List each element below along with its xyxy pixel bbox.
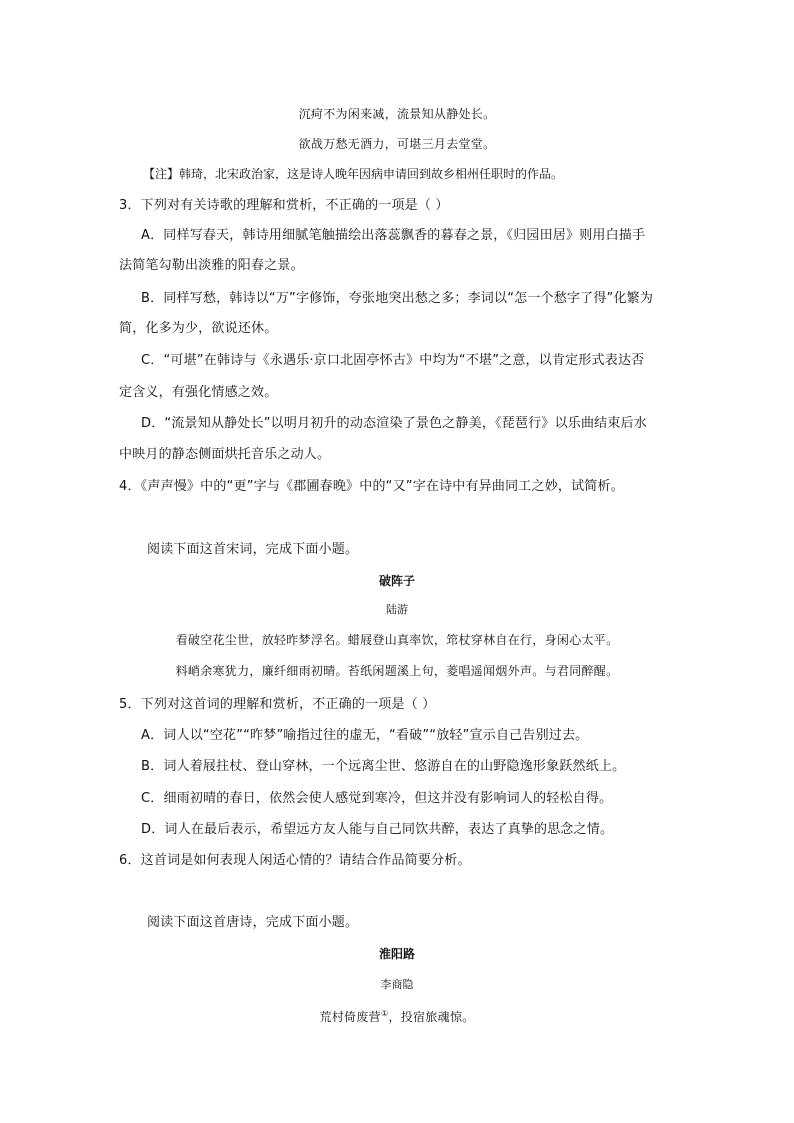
q3-option-c-line1: C．“可堪”在韩诗与《永遇乐·京口北固亭怀古》中均为“不堪”之意，以肯定形式表达否 xyxy=(141,353,645,368)
q3-option-a-line2: 法简笔勾勒出淡雅的阳春之景。 xyxy=(119,258,304,273)
q3-option-a-line1: A．同样写春天，韩诗用细腻笔触描绘出落蕊飘香的暮春之景，《归园田居》则用白描手 xyxy=(141,228,646,243)
q3-option-b-line1: B．同样写愁，韩诗以“万”字修饰，夸张地突出愁之多；李词以“怎一个愁字了得”化繁为 xyxy=(141,291,654,306)
section3-poem-author: 李商隐 xyxy=(380,978,414,991)
poem1-line2: 欲战万愁无酒力，可堪三月去堂堂。 xyxy=(298,137,496,151)
q3-option-d-line2: 中映月的静态侧面烘托音乐之动人。 xyxy=(119,447,331,462)
section2-poem-line1: 看破空花尘世，放轻昨梦浮名。蜡屐登山真率饮，筇杖穿林自在行，身闲心太平。 xyxy=(175,633,619,647)
q3-option-c-line2: 定含义，有强化情感之效。 xyxy=(119,385,278,400)
q5-option-a: A．词人以“空花”“昨梦”喻指过往的虚无，“看破”“放轻”宣示自己告别过去。 xyxy=(141,728,589,743)
section3-intro: 阅读下面这首唐诗，完成下面小题。 xyxy=(147,915,359,930)
poem1-line1: 沉疴不为闲来减，流景知从静处长。 xyxy=(298,107,496,121)
section2-poem-title: 破阵子 xyxy=(378,574,415,588)
q5-option-d: D．词人在最后表示，希望远方友人能与自己同饮共醉，表达了真挚的思念之情。 xyxy=(141,822,614,837)
question-3-stem: 3．下列对有关诗歌的理解和赏析，不正确的一项是（ ） xyxy=(119,198,449,213)
section2-poem-line2: 料峭余寒犹力，廉纤细雨初晴。苔纸闲题溪上句，菱唱遥闻烟外声。与君同醉醒。 xyxy=(175,664,619,678)
poem1-note: 【注】韩琦，北宋政治家，这是诗人晚年因病申请回到故乡相州任职时的作品。 xyxy=(143,167,564,181)
question-5-stem: 5．下列对这首词的理解和赏析，不正确的一项是（ ） xyxy=(119,697,436,712)
q5-option-b: B．词人着屐拄杖、登山穿林，一个远离尘世、悠游自在的山野隐逸形象跃然纸上。 xyxy=(141,759,626,774)
question-4-stem: 4．《声声慢》中的“更”字与《郡圃春晚》中的“又”字在诗中有异曲同工之妙，试简析。 xyxy=(119,479,624,494)
q5-option-c: C．细雨初晴的春日，依然会使人感觉到寒冷，但这并没有影响词人的轻松自得。 xyxy=(141,791,613,806)
question-6-stem: 6．这首词是如何表现人闲适心情的？请结合作品简要分析。 xyxy=(119,853,471,868)
section3-poem-line1 xyxy=(0,1010,794,1023)
q3-option-d-line1: D．“流景知从静处长”以明月初升的动态渲染了景色之静美，《琵琶行》以乐曲结束后水 xyxy=(141,416,647,431)
footnote-marker-1: ① xyxy=(380,1009,389,1018)
section2-poem-author: 陆游 xyxy=(386,603,408,616)
q3-option-b-line2: 简，化多为少，欲说还休。 xyxy=(119,321,278,336)
section3-poem-line1-part2: ，投宿旅魂惊。 xyxy=(388,1010,475,1024)
section2-intro: 阅读下面这首宋词，完成下面小题。 xyxy=(147,542,359,557)
section3-poem-line1-part1: 荒村倚废营 xyxy=(319,1010,381,1024)
section3-poem-title: 淮阳路 xyxy=(378,947,415,961)
